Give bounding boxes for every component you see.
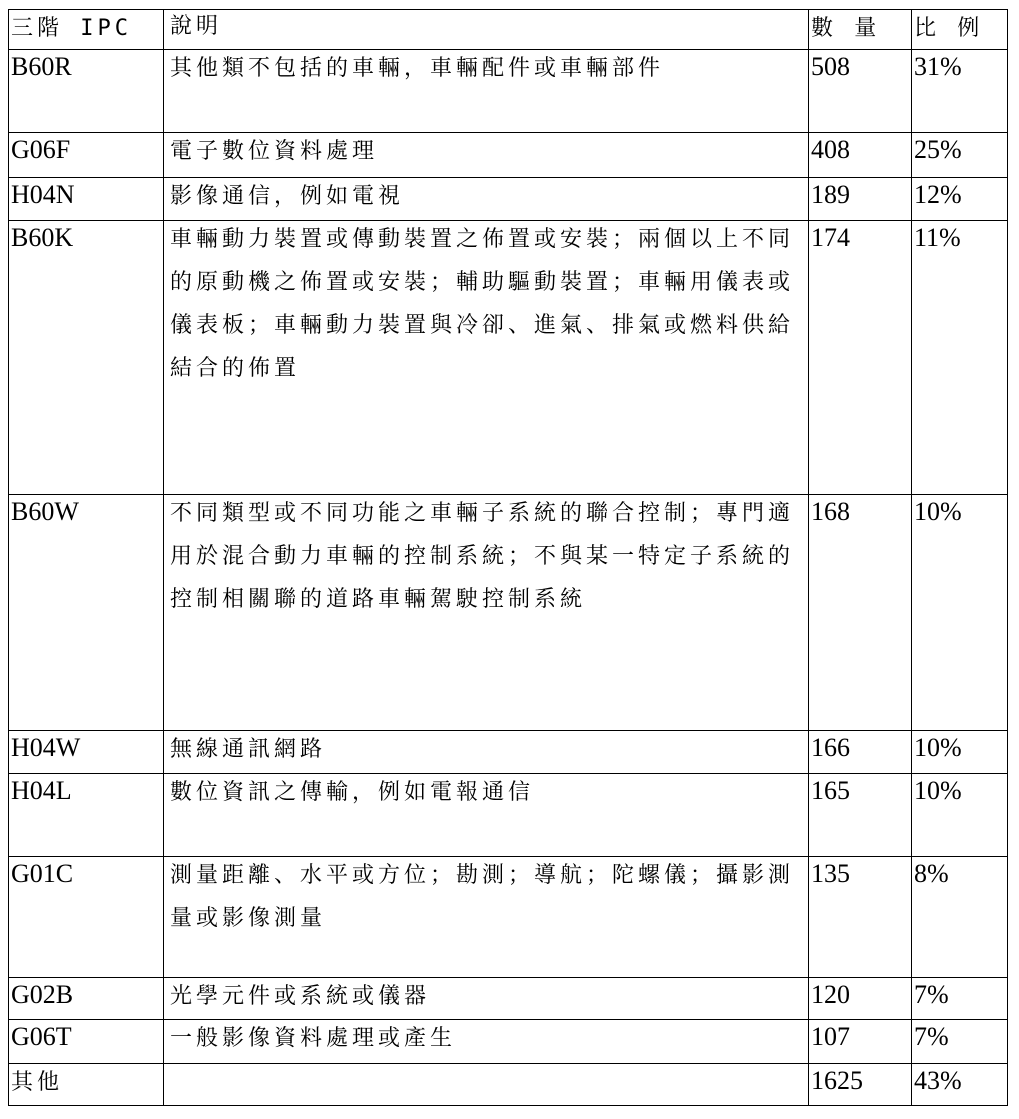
ipc-description — [164, 731, 809, 774]
ipc-count: 408 — [809, 133, 912, 178]
ipc-ratio: 10% — [912, 495, 1008, 731]
table-row — [9, 857, 1008, 978]
ipc-count: 165 — [809, 774, 912, 857]
ipc-code: B60K — [9, 221, 164, 495]
header-ipc-label: 三階 IPC — [11, 16, 132, 41]
ipc-description — [164, 133, 809, 178]
ipc-description-text: 電子數位資料處理 — [170, 139, 379, 164]
ipc-description — [164, 221, 809, 495]
ipc-code-other: 其他 — [11, 1070, 64, 1095]
ipc-description — [164, 1064, 809, 1106]
table-row — [9, 495, 1008, 731]
header-ratio-label: 比 例 — [914, 16, 984, 41]
ipc-count: 135 — [809, 857, 912, 978]
ipc-ratio: 10% — [912, 774, 1008, 857]
ipc-code: H04L — [9, 774, 164, 857]
ipc-count: 168 — [809, 495, 912, 731]
ipc-description — [164, 774, 809, 857]
header-ipc — [9, 10, 164, 50]
ipc-ratio: 25% — [912, 133, 1008, 178]
table-row — [9, 1020, 1008, 1064]
ipc-distribution-table — [8, 9, 1008, 1106]
table-row — [9, 50, 1008, 133]
ipc-description-text: 數位資訊之傳輸，例如電報通信 — [170, 780, 535, 805]
ipc-code: H04W — [9, 731, 164, 774]
header-count-label: 數 量 — [811, 16, 881, 41]
table-header-row — [9, 10, 1008, 50]
ipc-count: 107 — [809, 1020, 912, 1064]
table-row — [9, 774, 1008, 857]
ipc-ratio: 31% — [912, 50, 1008, 133]
ipc-description — [164, 857, 809, 978]
ipc-ratio: 12% — [912, 178, 1008, 221]
header-count — [809, 10, 912, 50]
ipc-description — [164, 978, 809, 1020]
ipc-count: 174 — [809, 221, 912, 495]
ipc-count: 166 — [809, 731, 912, 774]
ipc-description — [164, 1020, 809, 1064]
ipc-description-text: 光學元件或系統或儀器 — [170, 984, 431, 1009]
ipc-code — [9, 1064, 164, 1106]
ipc-ratio: 8% — [912, 857, 1008, 978]
ipc-ratio: 11% — [912, 221, 1008, 495]
ipc-description — [164, 495, 809, 731]
ipc-description-text: 車輛動力裝置或傳動裝置之佈置或安裝；兩個以上不同的原動機之佈置或安裝；輔助驅動裝置；車輛用儀表或儀表板；車輛動力裝置與冷卻、進氣、排氣或燃料供給結合的佈置 — [170, 227, 795, 381]
ipc-code: G02B — [9, 978, 164, 1020]
ipc-code: B60R — [9, 50, 164, 133]
table-row — [9, 1064, 1008, 1106]
ipc-count: 508 — [809, 50, 912, 133]
ipc-description-text: 影像通信，例如電視 — [170, 184, 405, 209]
table-row — [9, 731, 1008, 774]
ipc-description-text: 其他類不包括的車輛，車輛配件或車輛部件 — [170, 56, 665, 81]
ipc-description-text: 不同類型或不同功能之車輛子系統的聯合控制；專門適用於混合動力車輛的控制系統；不與某一特定子系統的控制相關聯的道路車輛駕駛控制系統 — [170, 501, 795, 612]
ipc-ratio: 43% — [912, 1064, 1008, 1106]
ipc-count: 1625 — [809, 1064, 912, 1106]
ipc-ratio: 7% — [912, 1020, 1008, 1064]
table-row — [9, 978, 1008, 1020]
table-row — [9, 178, 1008, 221]
ipc-ratio: 7% — [912, 978, 1008, 1020]
table-row — [9, 133, 1008, 178]
ipc-description-text: 測量距離、水平或方位；勘測；導航；陀螺儀；攝影測量或影像測量 — [170, 863, 795, 931]
ipc-description — [164, 50, 809, 133]
header-description — [164, 10, 809, 50]
header-ratio — [912, 10, 1008, 50]
ipc-code: H04N — [9, 178, 164, 221]
ipc-description-text: 無線通訊網路 — [170, 737, 327, 762]
ipc-description-text: 一般影像資料處理或產生 — [170, 1026, 457, 1051]
ipc-code: B60W — [9, 495, 164, 731]
table-row — [9, 221, 1008, 495]
header-description-label: 說明 — [170, 14, 223, 39]
ipc-code: G01C — [9, 857, 164, 978]
ipc-ratio: 10% — [912, 731, 1008, 774]
ipc-code: G06T — [9, 1020, 164, 1064]
ipc-count: 189 — [809, 178, 912, 221]
ipc-code: G06F — [9, 133, 164, 178]
ipc-count: 120 — [809, 978, 912, 1020]
ipc-description — [164, 178, 809, 221]
